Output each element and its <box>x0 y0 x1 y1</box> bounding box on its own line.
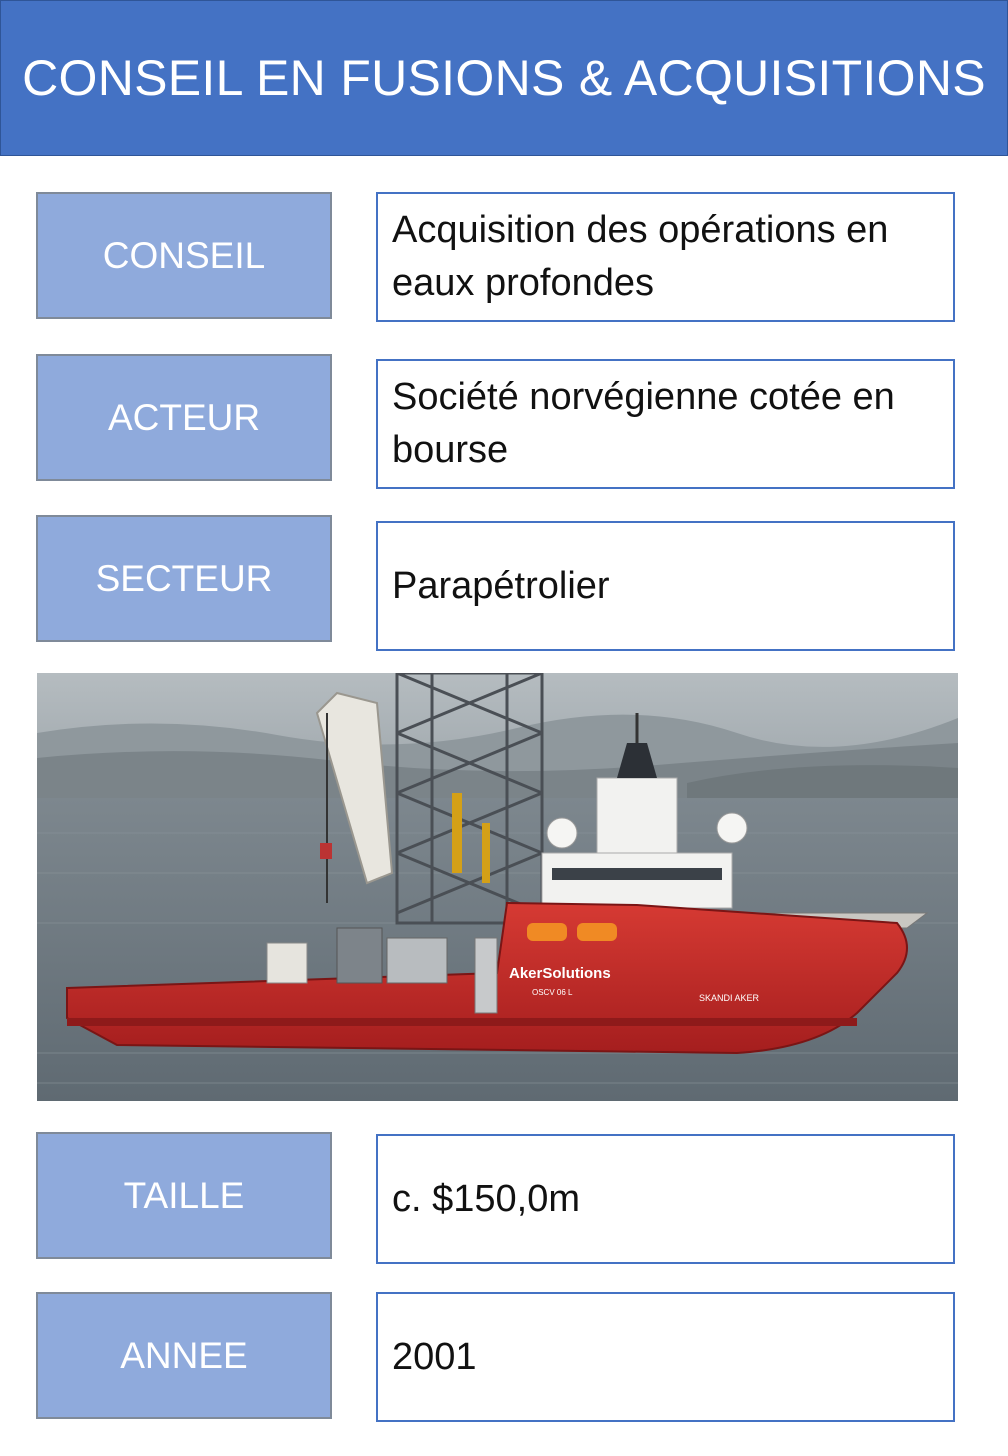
ship-illustration <box>37 673 958 1101</box>
value-acteur: Société norvégienne cotée en bourse <box>376 359 955 489</box>
value-conseil: Acquisition des opérations en eaux profondes <box>376 192 955 322</box>
label-taille: TAILLE <box>36 1132 332 1259</box>
hull-brand: AkerSolutions <box>509 965 611 982</box>
page-title-banner <box>0 0 1008 156</box>
label-secteur: SECTEUR <box>36 515 332 642</box>
value-secteur: Parapétrolier <box>376 521 955 651</box>
label-conseil: CONSEIL <box>36 192 332 319</box>
ship-photo <box>37 673 958 1101</box>
ship-name: SKANDI AKER <box>699 993 760 1003</box>
value-annee: 2001 <box>376 1292 955 1422</box>
label-acteur: ACTEUR <box>36 354 332 481</box>
hull-code: OSCV 06 L <box>532 988 573 997</box>
page-title: CONSEIL EN FUSIONS & ACQUISITIONS <box>22 50 986 106</box>
label-annee: ANNEE <box>36 1292 332 1419</box>
value-taille: c. $150,0m <box>376 1134 955 1264</box>
